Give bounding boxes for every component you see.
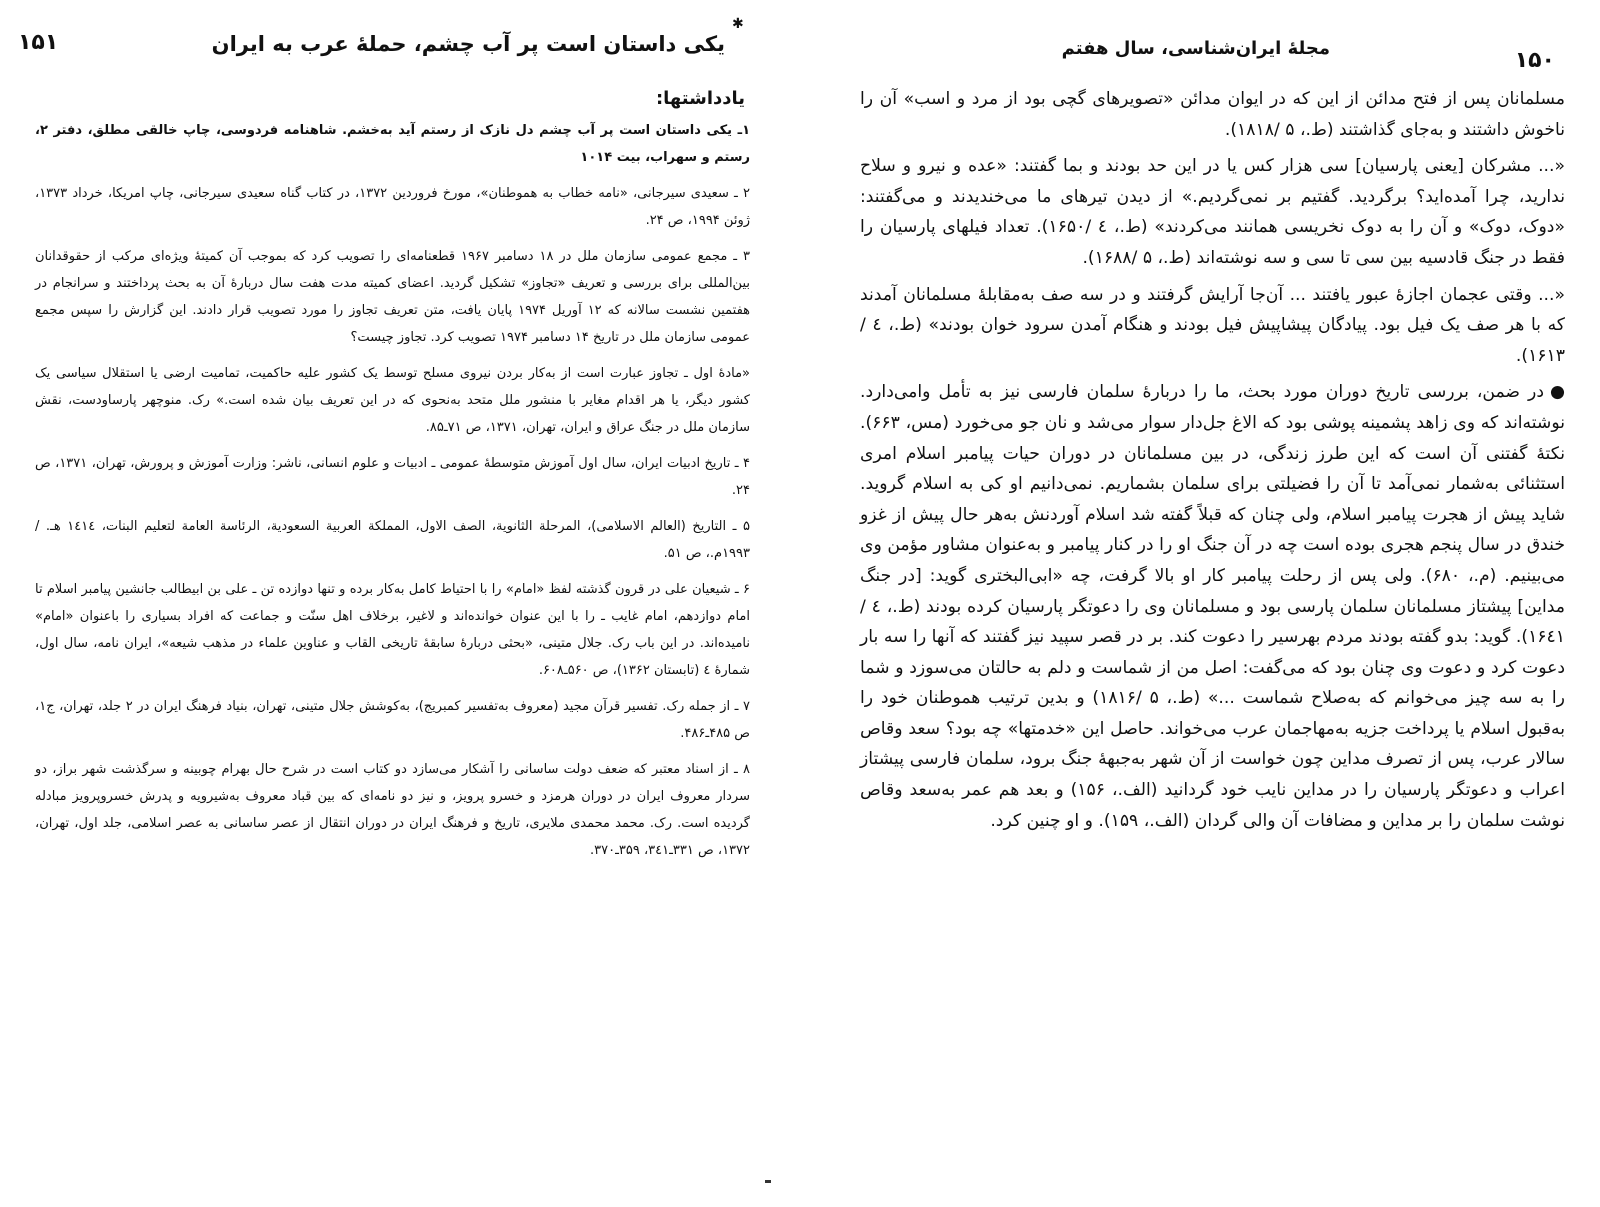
notes-heading: یادداشتها: bbox=[655, 88, 745, 109]
asterisk-icon: ✱ bbox=[732, 16, 744, 32]
page-number: ۱۵۱ bbox=[18, 30, 59, 55]
note-5 bbox=[35, 513, 750, 567]
note-text: ۱ـ یکی داستان است پر آب چشم دل نازک از رستم آید به‌خشم. شاهنامه فردوسی، چاپ خالقی مطلق، دفتر ۲، رستم و سهراب، بیت ۱۰۱۴ bbox=[35, 123, 750, 165]
note-4 bbox=[35, 450, 750, 504]
note-8 bbox=[35, 756, 750, 864]
page-number: ۱۵۰ bbox=[1514, 48, 1555, 73]
paragraph: «... وقتی عجمان اجازهٔ عبور یافتند ... آن‌جا آرایش گرفتند و در سه صف به‌مقابلهٔ مسلمانان آمدند که با هر صف یک فیل بود. پیادگان پیشاپیش فیل بودند و هنگام آمدن سرود خوان بودند» (ط.، ٤ /۱۶۱۳). bbox=[860, 284, 1565, 366]
note-7 bbox=[35, 693, 750, 747]
note-text: ۴ ـ تاریخ ادبیات ایران، سال اول آموزش متوسطهٔ عمومی ـ ادبیات و علوم انسانی، ناشر: وزارت آموزش و پرورش، تهران، ۱۳۷۱، ص ۲۴. bbox=[35, 456, 750, 498]
note-3-quote bbox=[35, 360, 750, 441]
note-3 bbox=[35, 243, 750, 351]
body-text bbox=[860, 84, 1565, 842]
note-text: ۶ ـ شیعیان علی در قرون گذشته لفظ «امام» را با احتیاط کامل به‌کار برده و تنها دوازده تن ـ علی بن ابیطالب جانشین پیامبر اسلام تا امام دوازدهم، امام غایب ـ را با این عنوان خوانده‌اند و لاغیر، برخلاف اهل سنّت و جماعت که افراد بسیاری را باعنوان «امام» نامیده‌اند. در این باب رک. جلال متینی، «بحثی دربارهٔ سابقهٔ تاریخی القاب و عناوین علماء در مذهب شیعه»، ایران نامه، سال اول، شمارهٔ ٤ (تابستان ۱۳۶۲)، ص ۵۶۰ـ۶۰۸. bbox=[35, 582, 750, 678]
paragraph: «... مشرکان [یعنی پارسیان] سی هزار کس یا در این حد بودند و بما گفتند: «عده و نیرو و سلاح ندارید، چرا آمده‌اید؟ برگردید. گفتیم بر نمی‌گردیم.» از دیدن تیرهای ما می‌خندیدند و می‌گفتند: «دوک، دوک» و آن را به دوک نخریسی همانند می‌کردند» (ط.، ٤ /۱۶۵۰). تعداد فیلهای پارسیان را فقط در جنگ قادسیه بین سی تا سی و سه نوشته‌اند (ط.، ۵ /۱۶۸۸). bbox=[860, 156, 1565, 268]
note-text: ۵ ـ التاریخ (العالم الاسلامی)، المرحلة الثانویة، الصف الاول، المملکة العربیة السعودیة، الرئاسة العامة لتعلیم البنات، ۱٤۱٤ هـ. / ۱۹۹۳م.، ص ۵۱. bbox=[35, 519, 750, 561]
note-2 bbox=[35, 180, 750, 234]
note-1 bbox=[35, 117, 750, 171]
paragraph: مسلمانان پس از فتح مدائن از این که در ایوان مدائن «تصویرهای گچی بود از مرد و اسب» آن را ناخوش داشتند و به‌جای گذاشتند (ط.، ۵ /۱۸۱۸). bbox=[860, 89, 1565, 140]
note-text: ۷ ـ از جمله رک. تفسیر قرآن مجید (معروف به‌تفسیر کمبریج)، به‌کوشش جلال متینی، تهران، بنیاد فرهنگ ایران در ۲ جلد، تهران، ج۱، ص ۴۸۵ـ۴۸۶. bbox=[35, 699, 750, 741]
bulleted-paragraph bbox=[860, 377, 1565, 836]
notes-section bbox=[35, 85, 750, 873]
note-text: ۳ ـ مجمع عمومی سازمان ملل در ۱۸ دسامبر ۱۹۶۷ قطعنامه‌ای را تصویب کرد که بموجب آن کمیتهٔ ویژه‌ای مرکب از حقوقدانان بین‌المللی برای بررسی و تعریف «تجاوز» تشکیل گردید. اعضای کمیته مدت هفت سال دربارهٔ آن به بحث پرداختند و سرانجام در هفتمین نشست سالانه که ۱۲ آوریل ۱۹۷۴ پایان یافت، متن تعریف تجاوز را مورد تصویب قرار دادند. این گزارش را سپس مجمع عمومی سازمان ملل در تاریخ ۱۴ دسامبر ۱۹۷۴ تصویب کرد. تجاوز چیست؟ bbox=[35, 249, 751, 345]
gutter-mark bbox=[765, 1180, 771, 1183]
bullet-icon: ● bbox=[1550, 382, 1565, 403]
running-head: یکی داستان است پر آب چشم، حملهٔ عرب به ایران bbox=[211, 32, 725, 56]
left-page bbox=[0, 0, 780, 1207]
note-text: «مادهٔ اول ـ تجاوز عبارت است از به‌کار بردن نیروی مسلح توسط یک کشور علیه حاکمیت، تمامیت ارضی یا استقلال سیاسی یک کشور دیگر، یا هر اقدام مغایر با منشور ملل متحد به‌نحوی که در این تعریف بیان شده است.» رک. منوچهر پارساودست، نقش سازمان ملل در جنگ عراق و ایران، تهران، ۱۳۷۱، ص ۷۱ـ۸۵. bbox=[35, 366, 750, 435]
running-head: مجلهٔ ایران‌شناسی، سال هفتم bbox=[1061, 38, 1330, 59]
note-6 bbox=[35, 576, 750, 684]
note-text: ۸ ـ از اسناد معتبر که ضعف دولت ساسانی را آشکار می‌سازد دو کتاب است در شرح حال بهرام چوبینه و سرگذشت شهر براز، دو سردار معروف ایران در دوران هرمزد و خسرو پرویز، و نیز دو نامه‌ای که بین قباد معروف به‌شیرویه و پدرش خسروپرویز مبادله گردیده است. رک. محمد محمدی ملایری، تاریخ و فرهنگ ایران در دوران انتقال از عصر ساسانی به عصر اسلامی، جلد اول، تهران، ۱۳۷۲، ص ۳۳۱ـ۳٤۱، ۳۵۹ـ۳۷۰. bbox=[35, 762, 750, 858]
paragraph-text: در ضمن، بررسی تاریخ دوران مورد بحث، ما را دربارهٔ سلمان فارسی نیز به تأمل وامی‌دارد. نوشته‌اند که وی زاهد پشمینه پوشی بود که الاغ جل‌دار سوار می‌شد و نان جو می‌خورد (مس، ۶۶۳). نکتهٔ گفتنی آن است که این طرز زندگی، در بین مسلمانان در دوران حیات پیامبر اسلام امری استثنائی به‌شمار نمی‌آمد تا آن را فضیلتی برای سلمان بشماریم. نمی‌دانیم او کی به اسلام گروید. شاید پیش از هجرت پیامبر اسلام، ولی چنان که قبلاً گفته شد اسلام آوردنش به‌هر حال پیش از غزو خندق در سال پنجم هجری بوده است چه در آن جنگ او را در کنار پیامبر و به‌عنوان مشاور مؤمن وی می‌بینیم. (م.، ۶۸۰). ولی پس از رحلت پیامبر کار او بالا گرفت، چه «ابی‌البختری گوید: [در جنگ مداین] پیشتاز مسلمانان سلمان پارسی بود و مسلمانان وی را دعوتگر پارسیان کرده بودند (ط.، ٤ /۱۶٤۱). گوید: بدو گفته بودند مردم بهرسیر را دعوت کند. بر در قصر سپید نیز گفتند که آنها را سه بار دعوت کرد و دعوت وی چنان بود که می‌گفت: اصل من از شماست و دلم به حالتان می‌سوزد و شما را به سه چیز می‌خوانم که به‌صلاح شماست ...» (ط.، ۵ /۱۸۱۶) و بدین ترتیب هموطنان خود را به‌قبول اسلام یا پرداخت جزیه به‌مهاجمان عرب می‌خواند. حاصل این «خدمتها» چه بود؟ سعد وقاص سالار عرب، پس از تصرف مداین چون خواست از آن شهر به‌جبههٔ جنگ برود، سلمان فارسی پیشتاز اعراب و دعوتگر پارسیان را در مداین نایب خود گردانید (الف.، ۱۵۶) و بعد هم عمر به‌سعد وقاص نوشت سلمان را بر مداین و مضافات آن والی گردان (الف.، ۱۵۹). و او چنین کرد. bbox=[860, 382, 1566, 831]
right-page bbox=[800, 0, 1600, 1207]
note-text: ۲ ـ سعیدی سیرجانی، «نامه خطاب به هموطنان»، مورخ فروردین ۱۳۷۲، در کتاب گناه سعیدی سیرجانی، چاپ امریکا، خرداد ۱۳۷۳، ژوئن ۱۹۹۴، ص ۲۴. bbox=[35, 186, 750, 228]
